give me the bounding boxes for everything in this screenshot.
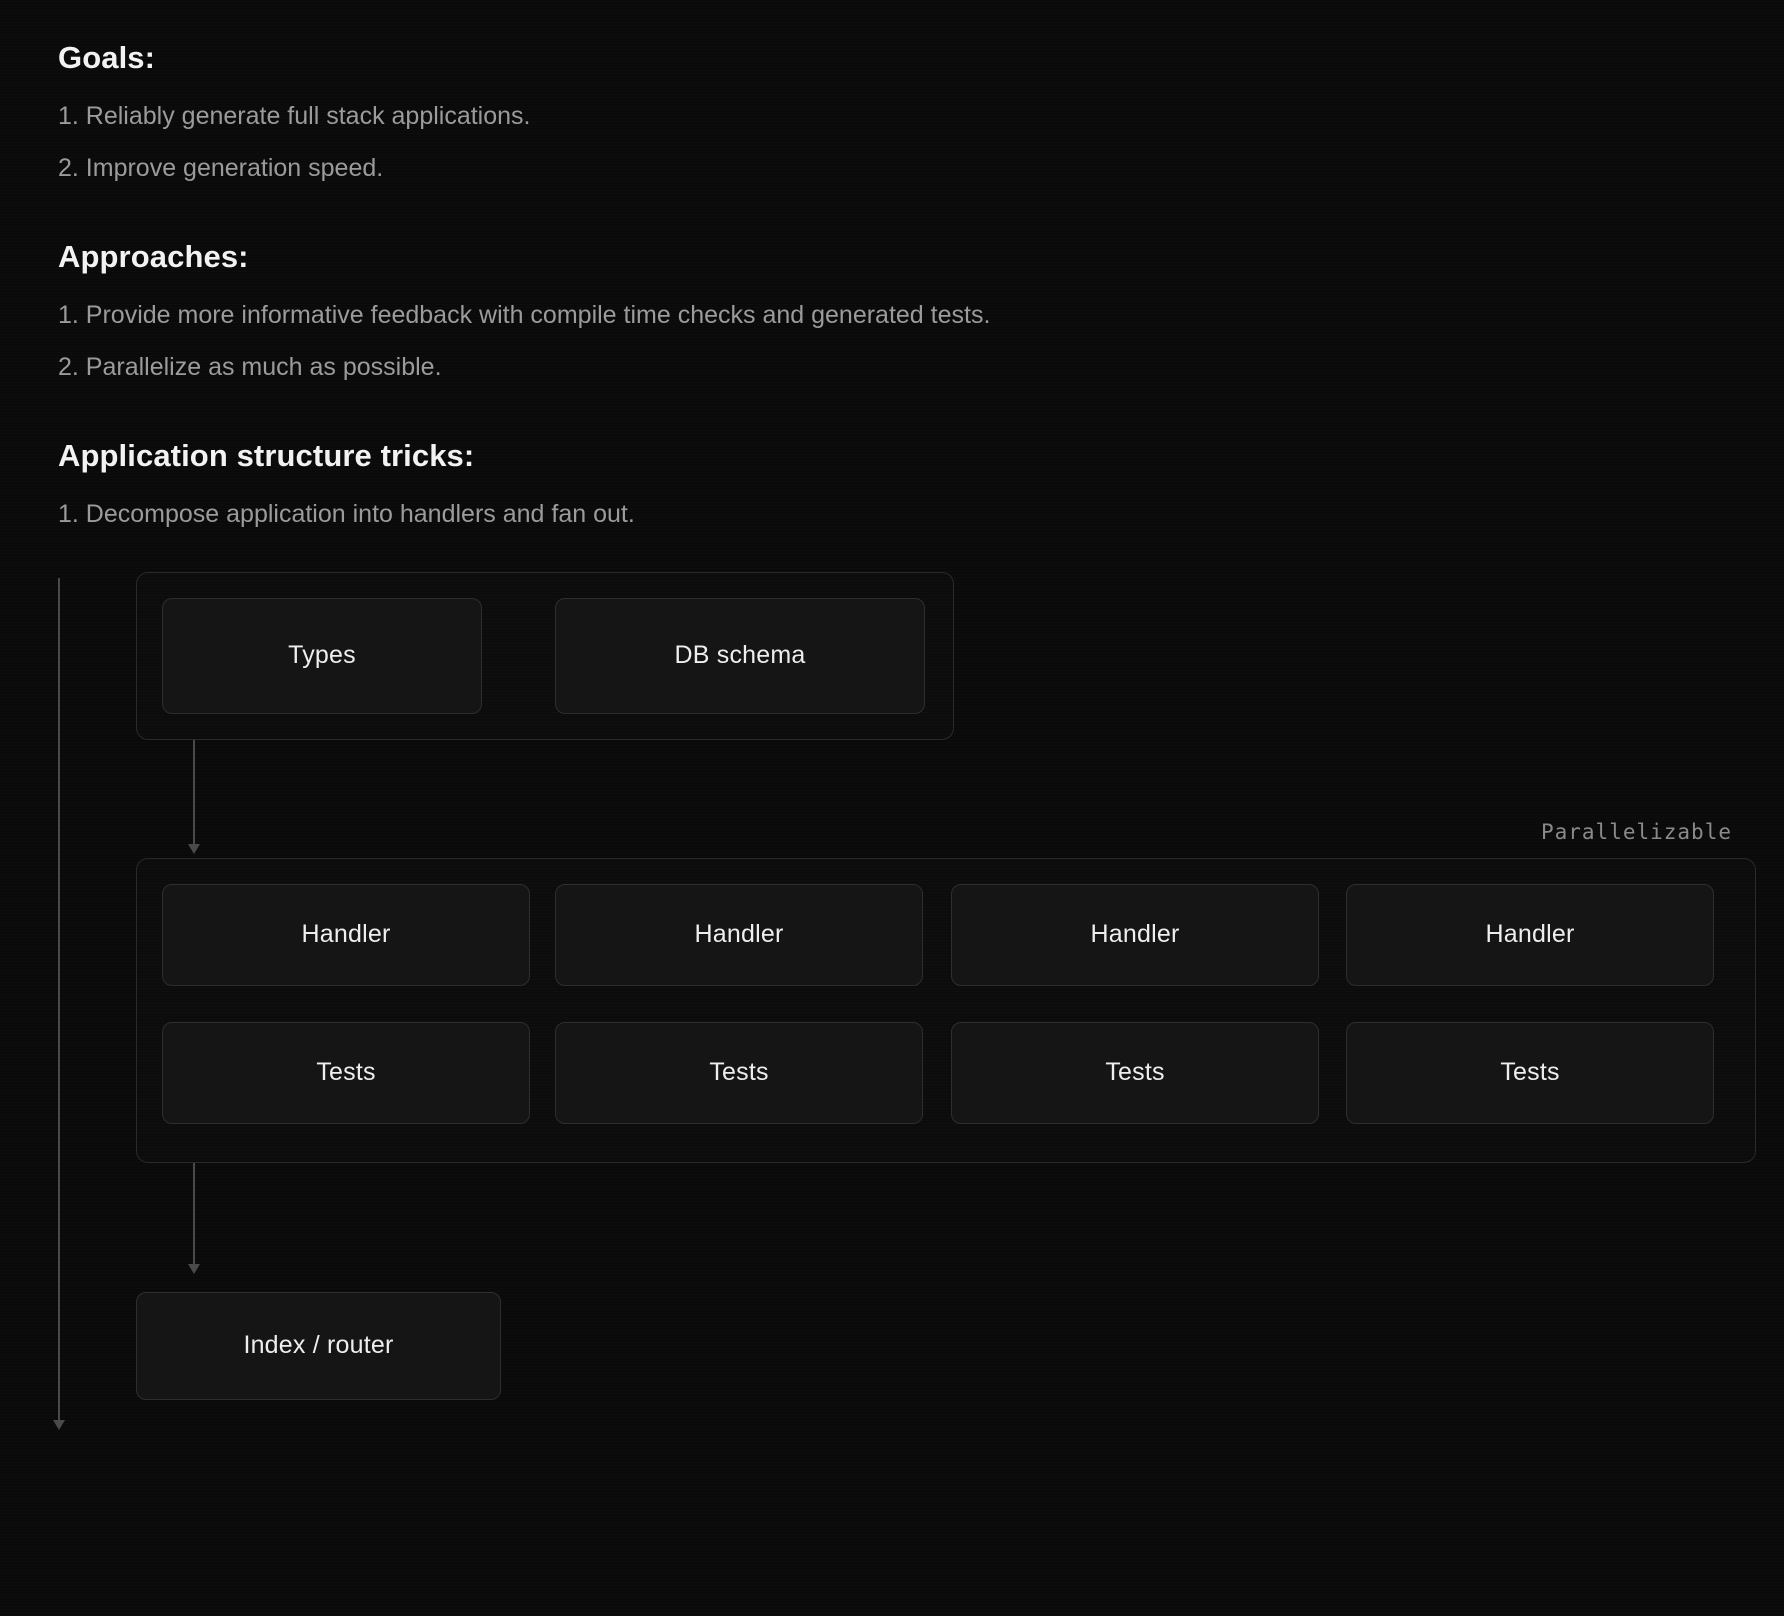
section-app-structure	[58, 438, 1754, 534]
node-tests-3[interactable]: Tests	[951, 1022, 1319, 1124]
connector-parallel-arrowhead	[188, 1264, 200, 1274]
node-handler-1[interactable]: Handler	[162, 884, 530, 986]
approaches-item-1: 1. Provide more informative feedback with compile time checks and generated tests.	[58, 301, 991, 329]
parallelizable-annotation: Parallelizable	[1540, 819, 1732, 844]
goals-item-1: 1. Reliably generate full stack applications.	[58, 102, 531, 130]
approaches-item-2: 2. Parallelize as much as possible.	[58, 352, 442, 381]
app-structure-item-1: 1. Decompose application into handlers and fan out.	[58, 500, 635, 528]
node-index-router[interactable]: Index / router	[136, 1292, 501, 1400]
node-handler-4[interactable]: Handler	[1346, 884, 1714, 986]
stage-one-group	[136, 572, 954, 740]
app-structure-heading: Application structure tricks:	[58, 438, 475, 473]
connector-stage-one-arrowhead	[188, 844, 200, 854]
goals-heading: Goals:	[58, 40, 156, 75]
node-db-schema[interactable]: DB schema	[555, 598, 925, 714]
connector-parallel-to-index	[193, 1163, 195, 1268]
node-tests-1[interactable]: Tests	[162, 1022, 530, 1124]
architecture-diagram	[58, 572, 1754, 1452]
pipeline-spine-arrowhead	[53, 1420, 65, 1430]
slide-content	[58, 40, 1754, 1452]
node-types[interactable]: Types	[162, 598, 482, 714]
parallel-group	[136, 858, 1756, 1163]
section-approaches	[58, 239, 1754, 386]
node-tests-4[interactable]: Tests	[1346, 1022, 1714, 1124]
goals-item-2: 2. Improve generation speed.	[58, 153, 384, 182]
node-handler-2[interactable]: Handler	[555, 884, 923, 986]
section-goals	[58, 40, 1754, 187]
connector-stage-one-to-parallel	[193, 740, 195, 848]
node-handler-3[interactable]: Handler	[951, 884, 1319, 986]
node-tests-2[interactable]: Tests	[555, 1022, 923, 1124]
approaches-heading: Approaches:	[58, 239, 249, 274]
pipeline-spine-line	[58, 578, 60, 1428]
